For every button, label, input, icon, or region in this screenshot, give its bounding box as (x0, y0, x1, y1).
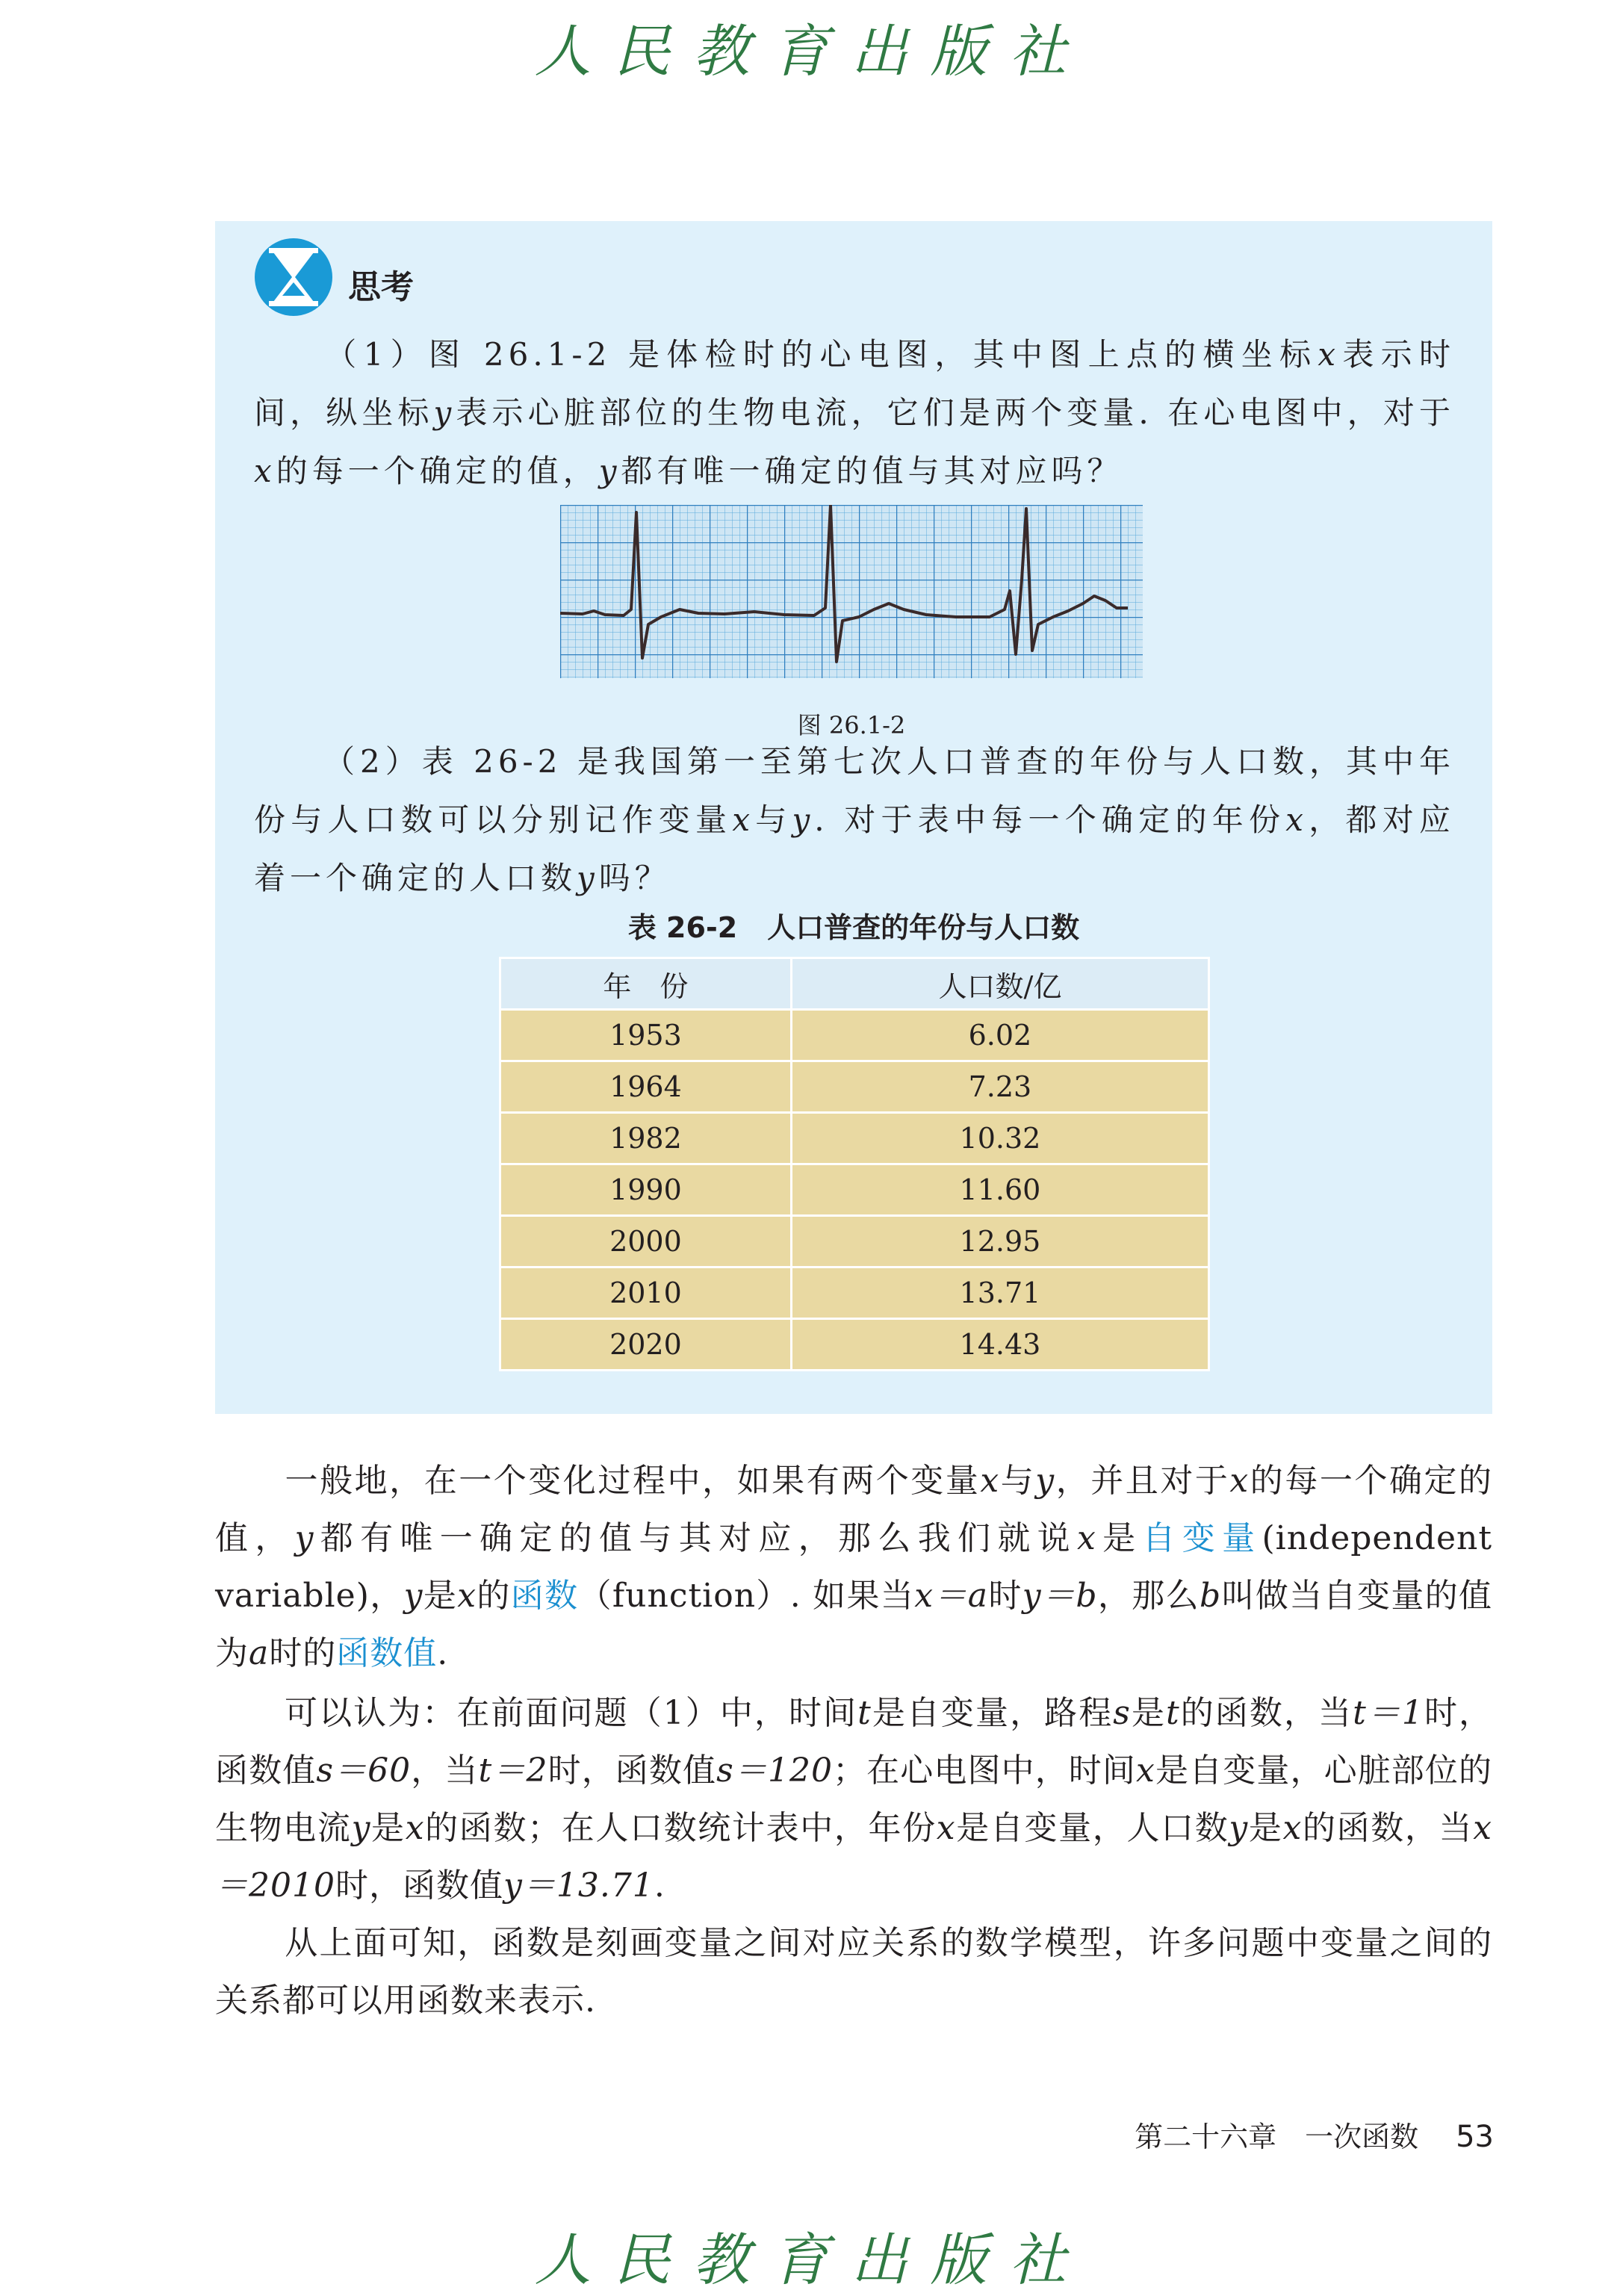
census-table (499, 957, 1210, 1371)
table-row (500, 1164, 1209, 1216)
table-header-row (500, 958, 1209, 1010)
table-row (500, 1061, 1209, 1113)
think-title: 思考 (348, 268, 414, 306)
table-row (500, 1319, 1209, 1371)
term-function: 函数 (510, 1577, 579, 1615)
ecg-figure (560, 505, 1143, 678)
question-2: （2）表 26-2 是我国第一至第七次人口普查的年份与人口数，其中年份与人口数可以分别记作变量x与y. 对于表中每一个确定的年份x，都对应着一个确定的人口数y吗？ (254, 743, 1455, 896)
population-cell: 11.60 (791, 1164, 1208, 1216)
think-box (215, 221, 1492, 1414)
question-1: （1）图 26.1-2 是体检时的心电图，其中图上点的横坐标x表示时间，纵坐标y表示心脏部位的生物电流，它们是两个变量. 在心电图中，对于x的每一个确定的值，y都有唯一确定的值与其对应吗？ (254, 336, 1455, 489)
population-cell: 7.23 (791, 1061, 1208, 1113)
population-cell: 6.02 (791, 1010, 1208, 1061)
table-row (500, 1113, 1209, 1164)
table-row (500, 1216, 1209, 1268)
year-cell: 1990 (500, 1164, 792, 1216)
term-independent-variable: 自变量 (1142, 1519, 1262, 1557)
term-function-value: 函数值 (336, 1634, 438, 1672)
table-row (500, 1010, 1209, 1061)
figure-caption: 图 26.1-2 (797, 711, 906, 739)
hourglass-icon (252, 236, 335, 318)
year-cell: 2000 (500, 1216, 792, 1268)
column-header: 年 份 (500, 958, 792, 1010)
population-cell: 10.32 (791, 1113, 1208, 1164)
definition-paragraph: 一般地，在一个变化过程中，如果有两个变量x与y，并且对于x的每一个确定的值，y都有唯一确定的值与其对应，那么我们就说x是自变量(independent variable)，y是x的函数（function）. 如果当x＝a时y＝b，那么b叫做当自变量的值为a时的函数值. (215, 1462, 1493, 1672)
page-footer (1135, 2114, 1494, 2155)
column-header: 人口数/亿 (791, 958, 1208, 1010)
year-cell: 1982 (500, 1113, 792, 1164)
chapter-title: 第二十六章 一次函数 (1135, 2120, 1419, 2153)
year-cell: 2020 (500, 1319, 792, 1371)
publisher-logo-header: 人民教育出版社 (534, 18, 1089, 84)
table-title: 表 26-2 人口普查的年份与人口数 (627, 911, 1080, 944)
population-cell: 14.43 (791, 1319, 1208, 1371)
year-cell: 1953 (500, 1010, 792, 1061)
table-row (500, 1268, 1209, 1319)
publisher-logo-footer: 人民教育出版社 (534, 2227, 1089, 2293)
year-cell: 2010 (500, 1268, 792, 1319)
population-cell: 12.95 (791, 1216, 1208, 1268)
page-number: 53 (1456, 2120, 1494, 2154)
examples-paragraph: 可以认为：在前面问题（1）中，时间t是自变量，路程s是t的函数，当t＝1时，函数值s＝60，当t＝2时，函数值s＝120；在心电图中，时间x是自变量，心脏部位的生物电流y是x的函数；在人口数统计表中，年份x是自变量，人口数y是x的函数，当x＝2010时，函数值y＝13.71. (215, 1694, 1493, 1905)
population-cell: 13.71 (791, 1268, 1208, 1319)
conclusion-paragraph: 从上面可知，函数是刻画变量之间对应关系的数学模型，许多问题中变量之间的关系都可以用函数来表示. (215, 1924, 1492, 2020)
year-cell: 1964 (500, 1061, 792, 1113)
